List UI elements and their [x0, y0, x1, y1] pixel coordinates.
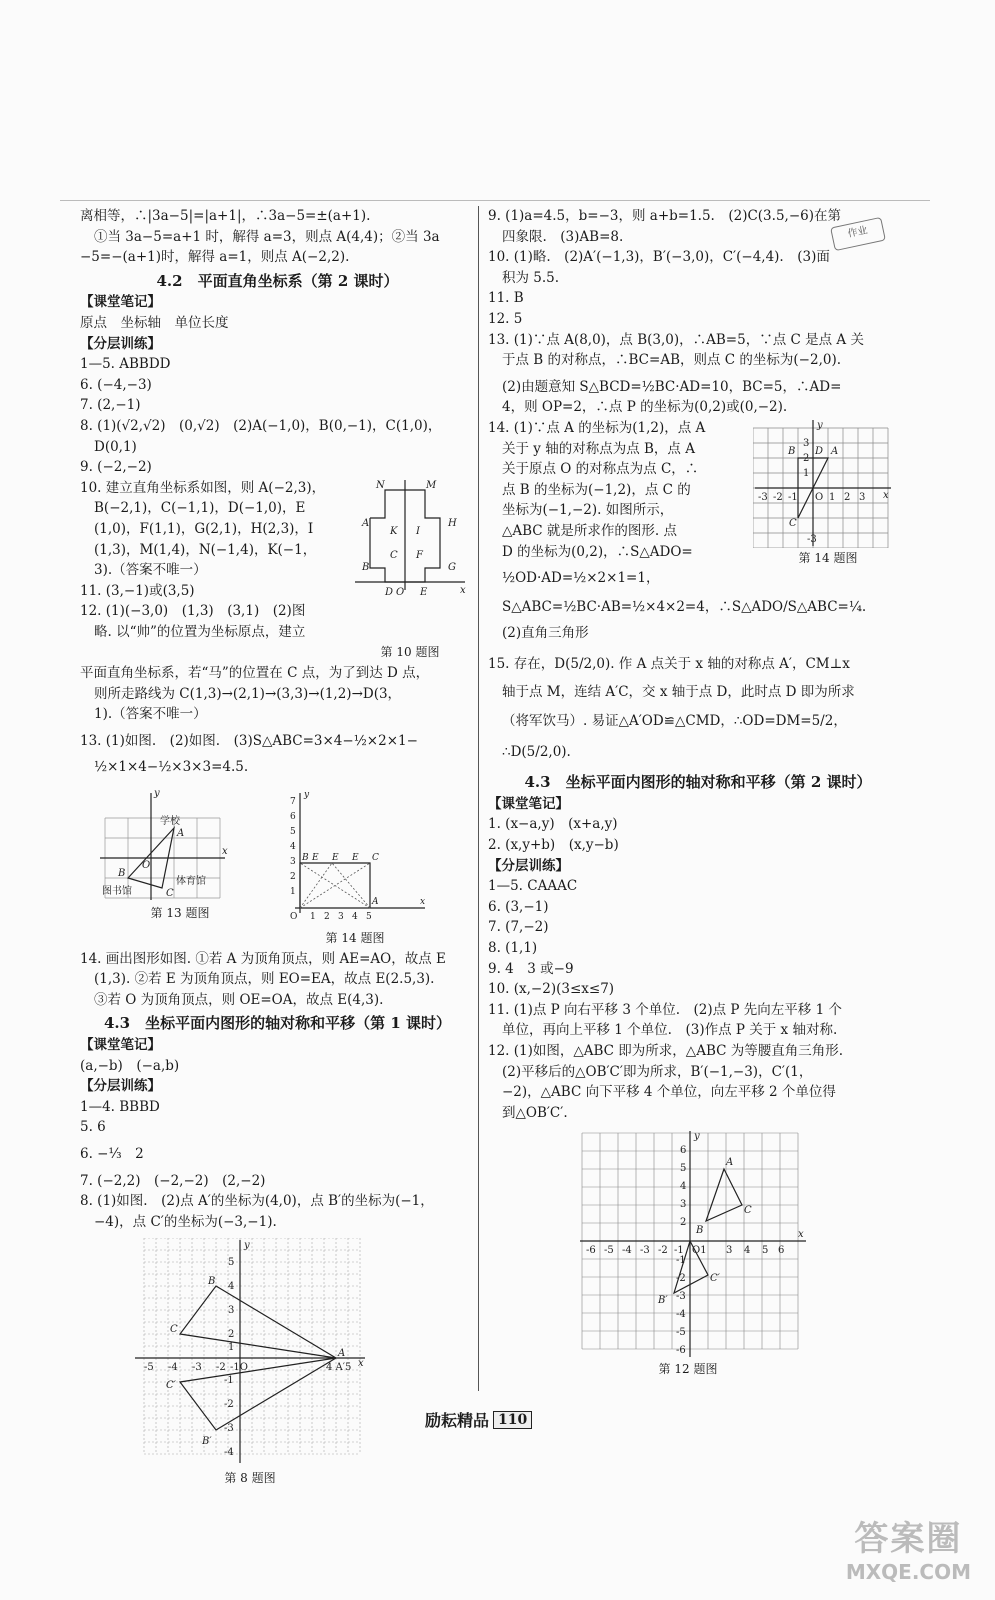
answer-line: S△ABC=½BC·AB=½×4×2=4，∴S△ADO/S△ABC=¼.: [502, 598, 867, 615]
svg-text:x: x: [460, 584, 466, 596]
answer-line: 8. (1,1): [488, 940, 538, 956]
svg-text:4: 4: [744, 1245, 751, 1257]
svg-text:A: A: [372, 897, 379, 908]
svg-text:-3: -3: [192, 1362, 202, 1374]
answer-line: (2)平移后的△OB′C′即为所求，B′(−1,−3)，C′(1，: [502, 1063, 813, 1080]
watermark-cn: 答案圈: [854, 1519, 963, 1559]
svg-text:F: F: [416, 549, 423, 561]
text-line: −5=−(a+1)时，解得 a=1，则点 A(−2,2).: [80, 249, 350, 266]
svg-text:E: E: [332, 853, 339, 864]
answer-line: 积为 5.5.: [502, 269, 560, 286]
svg-text:B: B: [208, 1276, 216, 1288]
caption-10: 第 10 题图: [380, 645, 440, 660]
svg-text:-3: -3: [676, 1291, 686, 1303]
svg-text:C: C: [170, 1324, 178, 1336]
svg-text:-2: -2: [773, 491, 783, 503]
answer-line: 1—5. CAAAC: [488, 878, 578, 895]
answer-line: 11. (3,−1)或(3,5): [80, 582, 195, 599]
svg-text:A: A: [362, 517, 370, 529]
answer-line: 轴于点 M，连结 A′C，交 x 轴于点 D，此时点 D 即为所求: [502, 684, 855, 701]
svg-text:N: N: [376, 479, 385, 491]
tag-training: 【分层训练】: [80, 1078, 161, 1095]
answer-line: 于点 B 的对称点，∴BC=AB，则点 C 的坐标为(−2,0).: [502, 352, 842, 369]
svg-text:A: A: [726, 1157, 734, 1169]
svg-text:2: 2: [228, 1329, 235, 1341]
svg-text:D: D: [385, 586, 394, 598]
caption-14: 第 14 题图: [325, 931, 385, 946]
column-divider: [478, 206, 479, 1391]
page-number: 110: [493, 1411, 532, 1429]
section-heading: 4.2 平面直角坐标系（第 2 课时）: [156, 271, 399, 290]
svg-text:C: C: [390, 549, 398, 561]
answer-line: ½OD·AD=½×2×1=1，: [502, 570, 660, 587]
svg-text:A: A: [831, 445, 839, 457]
answer-line: D(0,1): [94, 438, 137, 455]
answer-line: 平面直角坐标系，若“马”的位置在 C 点，为了到达 D 点，: [80, 665, 430, 682]
answer-line: −4)，点 C′的坐标为(−3,−1).: [94, 1213, 277, 1230]
svg-text:y: y: [244, 1240, 250, 1252]
svg-text:-3: -3: [640, 1245, 650, 1257]
svg-text:5: 5: [228, 1257, 235, 1269]
answer-line: 15. 存在，D(5/2,0). 作 A 点关于 x 轴的对称点 A′，CM⊥x: [488, 655, 850, 672]
figure-12: [578, 1129, 808, 1359]
svg-text:-2: -2: [658, 1245, 668, 1257]
svg-text:O: O: [396, 586, 405, 598]
svg-text:O: O: [290, 912, 298, 923]
svg-text:x: x: [798, 1229, 804, 1241]
svg-text:E: E: [312, 853, 319, 864]
answer-line: 则所走路线为 C(1,3)→(2,1)→(3,3)→(1,2)→D(3，: [94, 685, 402, 702]
svg-text:G: G: [448, 561, 456, 573]
watermark: [846, 1511, 971, 1584]
answer-line: 7. (7,−2): [488, 919, 549, 936]
answer-line: 2. (x,y+b) (x,y−b): [488, 837, 619, 854]
svg-text:-5: -5: [676, 1327, 686, 1339]
figure-14: [280, 788, 430, 928]
answer-line: ∴D(5/2,0).: [502, 743, 571, 760]
answer-line: −2)，△ABC 向下平移 4 个单位，向左平移 2 个单位得: [502, 1084, 836, 1101]
answer-line: 12. 5: [488, 310, 523, 327]
svg-text:4: 4: [228, 1281, 235, 1293]
svg-text:4: 4: [680, 1181, 687, 1193]
figure-8: [130, 1238, 370, 1468]
svg-text:6: 6: [778, 1245, 785, 1257]
svg-text:O: O: [815, 491, 824, 503]
svg-text:H: H: [448, 517, 457, 529]
svg-text:3: 3: [803, 437, 810, 449]
svg-text:2: 2: [324, 912, 330, 923]
svg-text:3: 3: [859, 491, 866, 503]
answer-line: 12. (1)如图，△ABC 即为所求，△ABC 为等腰直角三角形.: [488, 1042, 844, 1059]
answer-line: ③若 O 为顶角顶点，则 OE=OA，故点 E(4,3).: [94, 991, 384, 1008]
svg-text:-3: -3: [224, 1423, 234, 1435]
svg-text:-1: -1: [788, 491, 798, 503]
svg-text:-5: -5: [604, 1245, 614, 1257]
caption-13: 第 13 题图: [150, 906, 210, 921]
svg-text:3: 3: [338, 912, 344, 923]
svg-text:3: 3: [228, 1305, 235, 1317]
tag-notes: 【课堂笔记】: [80, 1037, 161, 1053]
svg-text:C: C: [372, 853, 379, 864]
svg-text:5: 5: [762, 1245, 769, 1257]
answer-line: 13. (1)∵点 A(8,0)，点 B(3,0)，∴AB=5，∵点 C 是点 A 关: [488, 331, 864, 348]
answer-line: 8. (1)(√2,√2) (0,√2) (2)A(−1,0)，B(0,−1)，C(1,0)，: [80, 417, 442, 434]
svg-text:-5: -5: [144, 1362, 154, 1374]
q14-block: [488, 418, 908, 589]
svg-text:C: C: [166, 888, 174, 900]
answer-line: 8. (1)如图. (2)点 A′的坐标为(4,0)，点 B′的坐标为(−1，: [80, 1193, 434, 1210]
tag-notes: 【课堂笔记】: [488, 795, 569, 812]
text-line: ①当 3a−5=a+1 时，解得 a=3，则点 A(4,4)；②当 3a: [94, 228, 440, 245]
answer-line: 12. (1)(−3,0) (1,3) (3,1) (2)图: [80, 603, 306, 620]
caption-14-right: 第 14 题图: [798, 550, 858, 565]
svg-text:E: E: [420, 586, 428, 598]
answer-line: 到△OB′C′.: [502, 1104, 568, 1121]
answer-line: 6. (3,−1): [488, 898, 549, 915]
svg-text:-4: -4: [676, 1309, 686, 1321]
svg-text:6: 6: [290, 812, 296, 823]
svg-text:D: D: [815, 445, 824, 457]
svg-text:y: y: [154, 788, 160, 800]
svg-text:A: A: [338, 1348, 346, 1360]
svg-text:3: 3: [680, 1199, 687, 1211]
svg-text:B: B: [696, 1225, 704, 1237]
svg-text:-4: -4: [622, 1245, 632, 1257]
svg-text:A: A: [177, 828, 185, 840]
answer-line: 10. 建立直角坐标系如图，则 A(−2,3)，: [80, 479, 326, 496]
svg-text:y: y: [304, 790, 310, 801]
label-school: 学校: [160, 816, 180, 828]
answer-line: 1—5. ABBDD: [80, 356, 171, 373]
svg-text:M: M: [426, 479, 437, 491]
answer-line: 单位，再向上平移 1 个单位. (3)作点 P 关于 x 轴对称.: [502, 1022, 838, 1039]
svg-text:x: x: [358, 1358, 364, 1370]
answer-line: 坐标为(−1,−2). 如图所示，: [502, 502, 674, 519]
svg-text:y: y: [817, 419, 823, 431]
answer-line: 10. (x,−2)(3≤x≤7): [488, 981, 615, 998]
answer-line: 11. B: [488, 290, 524, 307]
answer-line: 7. (−2,2) (−2,−2) (2,−2): [80, 1172, 266, 1189]
svg-text:O1: O1: [692, 1245, 707, 1257]
svg-text:5: 5: [290, 827, 296, 838]
answer-line: （将军饮马）. 易证△A′OD≌△CMD，∴OD=DM=5/2，: [502, 713, 847, 730]
answer-line: ½×1×4−½×3×3=4.5.: [94, 759, 249, 776]
answer-line: 四象限. (3)AB=8.: [502, 228, 624, 245]
answer-line: B(−2,1)，C(−1,1)，D(−1,0)，E: [94, 500, 306, 517]
tag-training: 【分层训练】: [488, 857, 569, 874]
answer-line: (1,0)，F(1,1)，G(2,1)，H(2,3)，I: [94, 520, 314, 537]
svg-text:-2: -2: [216, 1362, 226, 1374]
svg-text:1: 1: [290, 887, 296, 898]
answer-line: (1,3). ②若 E 为顶角顶点，则 EO=EA，故点 E(2.5,3).: [94, 971, 435, 988]
svg-text:I: I: [416, 525, 420, 537]
answer-line: 关于 y 轴的对称点为点 B，点 A: [502, 440, 695, 457]
answer-line: 9. (−2,−2): [80, 459, 152, 476]
svg-text:-6: -6: [676, 1345, 686, 1357]
svg-text:1: 1: [803, 467, 810, 479]
svg-text:4: 4: [352, 912, 358, 923]
answer-line: 1—4. BBBD: [80, 1098, 160, 1115]
answer-line: 1. (x−a,y) (x+a,y): [488, 816, 618, 833]
svg-text:3: 3: [290, 857, 296, 868]
svg-text:x: x: [420, 897, 426, 908]
svg-text:-1: -1: [674, 1245, 684, 1257]
svg-text:1: 1: [310, 912, 316, 923]
svg-text:B: B: [362, 561, 370, 573]
svg-text:B′: B′: [202, 1436, 212, 1448]
svg-text:6: 6: [680, 1145, 687, 1157]
svg-text:3: 3: [726, 1245, 733, 1257]
answer-line: (1,3)，M(1,4)，N(−1,4)，K(−1，: [94, 541, 317, 558]
svg-text:2: 2: [680, 1217, 687, 1229]
footer-brand: 励耘精品: [425, 1411, 490, 1430]
svg-text:y: y: [694, 1131, 700, 1143]
caption-8: 第 8 题图: [224, 1471, 276, 1486]
figure-10: [350, 478, 470, 606]
answer-line: 6. (−4,−3): [80, 376, 152, 393]
caption-12: 第 12 题图: [658, 1362, 718, 1377]
right-column: [488, 206, 908, 1380]
svg-text:-4: -4: [224, 1447, 234, 1459]
answer-line: 11. (1)点 P 向右平移 3 个单位. (2)点 P 先向左平移 1 个: [488, 1001, 842, 1018]
svg-text:C′: C′: [166, 1380, 176, 1392]
svg-text:x: x: [222, 846, 228, 858]
svg-text:C′: C′: [710, 1273, 720, 1285]
left-column: [80, 206, 475, 1489]
svg-text:B′: B′: [658, 1295, 668, 1307]
answer-line: 9. 4 3 或−9: [488, 960, 574, 977]
tag-training: 【分层训练】: [80, 335, 161, 352]
figure-13: [80, 788, 280, 903]
answer-line: (2)由题意知 S△BCD=½BC·AD=10，BC=5，∴AD=: [502, 378, 842, 395]
figures-13-14: [80, 788, 475, 949]
answer-line: 7. (2,−1): [80, 397, 141, 414]
svg-text:B: B: [788, 445, 796, 457]
text-line: 原点 坐标轴 单位长度: [80, 314, 229, 331]
answer-line: 14. 画出图形如图. ①若 A 为顶角顶点，则 AE=AO，故点 E: [80, 950, 446, 967]
answer-line: D 的坐标为(0,2)，∴S△ADO=: [502, 543, 693, 560]
svg-text:4: 4: [290, 842, 296, 853]
answer-line: 3).（答案不唯一）: [94, 562, 207, 579]
svg-text:7: 7: [290, 797, 296, 808]
handwritten-stamp: 作业: [830, 217, 886, 251]
watermark-url: MXQE.COM: [845, 1560, 971, 1584]
svg-text:B: B: [302, 853, 309, 864]
q10-block: [80, 478, 475, 643]
answer-line: 10. (1)略. (2)A′(−1,3)，B′(−3,0)，C′(−4,4). (3)面: [488, 249, 830, 266]
svg-text:x: x: [883, 489, 889, 501]
svg-text:-2: -2: [224, 1399, 234, 1411]
answer-line: △ABC 就是所求作的图形. 点: [502, 522, 678, 539]
answer-line: 关于原点 O 的对称点为点 C，∴: [502, 461, 699, 478]
svg-text:E: E: [352, 853, 359, 864]
answer-line: 略. 以“帅”的位置为坐标原点，建立: [94, 623, 306, 640]
figure-14-right: [753, 418, 893, 548]
answer-line: 点 B 的坐标为(−1,2)，点 C 的: [502, 481, 691, 498]
svg-text:K: K: [390, 525, 398, 537]
label-gym: 体育馆: [176, 876, 206, 888]
svg-text:5: 5: [366, 912, 372, 923]
svg-text:5: 5: [680, 1163, 687, 1175]
answer-line: 4，则 OP=2，∴点 P 的坐标为(0,2)或(0,−2).: [502, 399, 788, 416]
svg-text:B: B: [118, 868, 126, 880]
svg-text:-3: -3: [807, 533, 817, 545]
answer-line: 13. (1)如图. (2)如图. (3)S△ABC=3×4−½×2×1−: [80, 732, 418, 749]
answer-line: 1).（答案不唯一）: [94, 706, 207, 723]
answer-line: 6. −⅓ 2: [80, 1145, 144, 1162]
svg-text:-4: -4: [168, 1362, 178, 1374]
answer-line: (2)直角三角形: [502, 625, 589, 642]
svg-text:-1: -1: [676, 1255, 686, 1267]
svg-text:1: 1: [228, 1342, 235, 1354]
tag-notes: 【课堂笔记】: [80, 294, 161, 311]
page-footer: [425, 1408, 532, 1431]
answer-line: 14. (1)∵点 A 的坐标为(1,2)，点 A: [488, 419, 706, 436]
label-library: 图书馆: [102, 886, 132, 898]
text-line: 离相等，∴|3a−5|=|a+1|，∴3a−5=±(a+1).: [80, 208, 371, 224]
section-heading: 4.3 坐标平面内图形的轴对称和平移（第 2 课时）: [524, 773, 872, 792]
svg-text:2: 2: [844, 491, 851, 503]
svg-text:2: 2: [290, 872, 296, 883]
answer-line: 5. 6: [80, 1119, 106, 1136]
svg-text:-6: -6: [586, 1245, 596, 1257]
svg-text:O: O: [142, 860, 151, 872]
svg-text:-1O: -1O: [230, 1362, 248, 1374]
text-line: (a,−b) (−a,b): [80, 1057, 180, 1074]
top-rule: [60, 200, 930, 201]
svg-text:1: 1: [829, 491, 836, 503]
svg-text:4 A′5: 4 A′5: [326, 1362, 352, 1374]
svg-text:-3: -3: [758, 491, 768, 503]
svg-text:-1: -1: [224, 1375, 234, 1387]
svg-text:C: C: [789, 517, 797, 529]
svg-text:C: C: [744, 1205, 752, 1217]
svg-text:2: 2: [803, 452, 810, 464]
answer-line: 9. (1)a=4.5，b=−3，则 a+b=1.5. (2)C(3.5,−6)在第: [488, 208, 841, 224]
svg-text:-2: -2: [676, 1273, 686, 1285]
section-heading: 4.3 坐标平面内图形的轴对称和平移（第 1 课时）: [104, 1014, 451, 1033]
